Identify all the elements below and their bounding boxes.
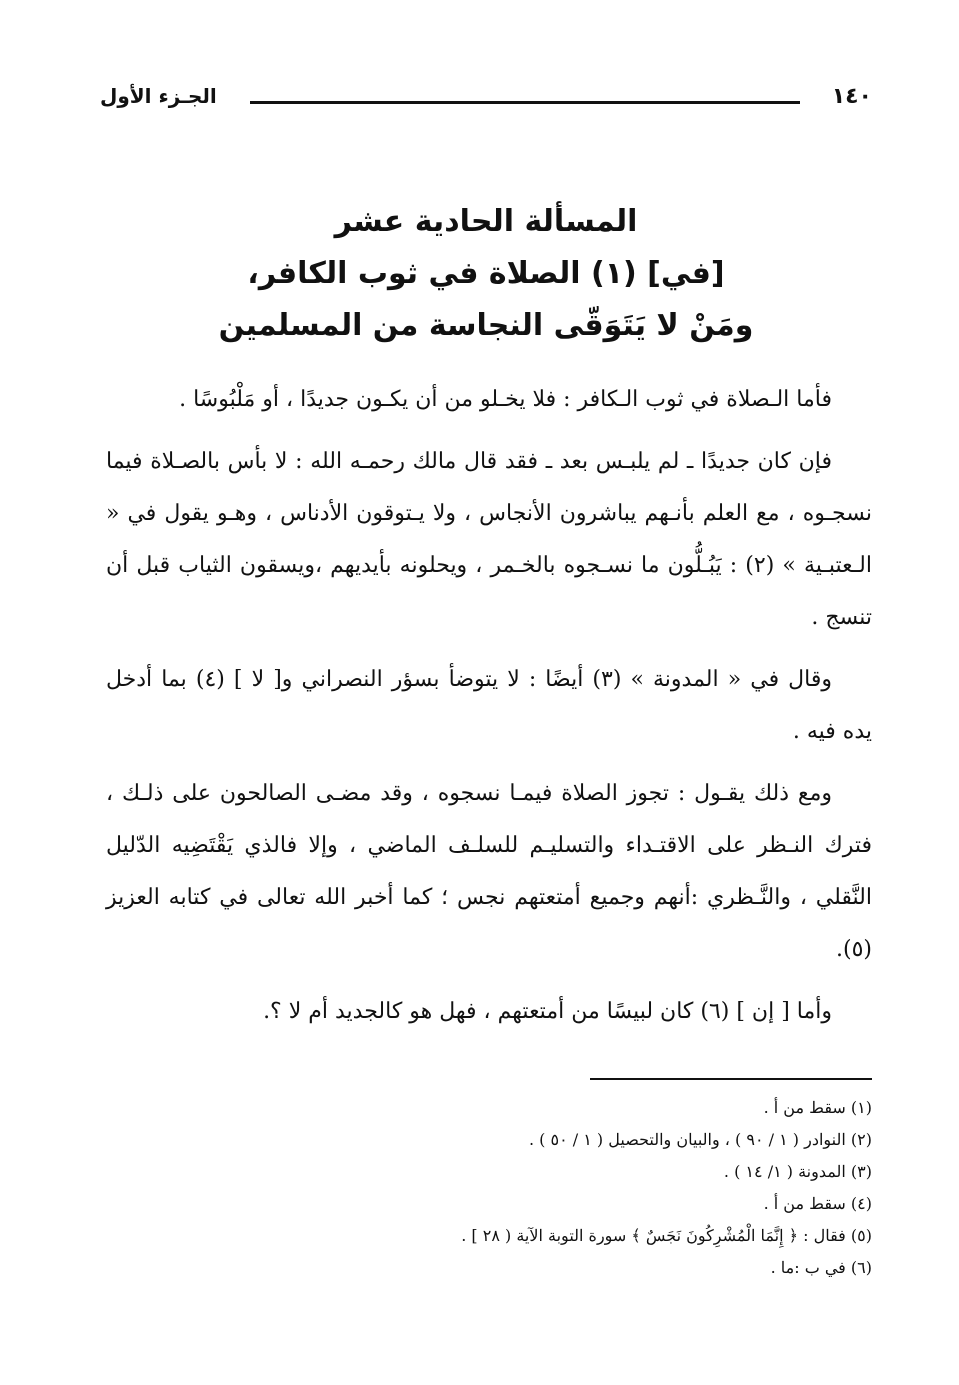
page-header [100, 84, 872, 120]
paragraph-3: وقال في « المدونة » (٣) أيضًا : لا يتوضأ بسؤر النصراني و[ لا ] (٤) بما أدخل يده فيه . [106, 667, 872, 744]
paragraph-2: فإن كان جديدًا ـ لم يلبـس بعد ـ فقد قال مالك رحمـه الله : لا بأس بالصـلاة فيما نسجـوه ، مع العلم بأنـهم يباشرون الأنجاس ، ولا يـتوقون الأدناس ، وهـو يقول في « الـعتبـية » (٢) : يَبُـلُّون ما نسـجوه بالخـمر ، ويحلونه بأيديهم ،ويسقون الثياب قبل أن تنسج . [106, 449, 872, 630]
footnote-4: (٤) سقط من أ . [763, 1194, 872, 1213]
body-text [106, 374, 872, 1048]
chapter-title [100, 196, 872, 352]
paragraph-4: ومع ذلك يقـول : تجوز الصلاة فيمـا نسجوه ، وقد مضـى الصالحون على ذلـك ، فترك النـظر على الاقتـداء والتسليـم للسلـف الماضي ، وإلا فالذي يَقْتَضِيه الدّليل النَّقلي ، والنَّـظري :أنهم وجميع أمتعتهم نجس ؛ كما أخبر الله تعالى في كتابه العزيز (٥). [106, 781, 872, 962]
footnote-separator [590, 1078, 872, 1080]
volume-label: الجـزء الأول [100, 84, 217, 108]
footnote-1: (١) سقط من أ . [763, 1098, 872, 1117]
footnotes [272, 1092, 872, 1284]
footnote-5: (٥) فقال : ﴿ إِنَّمَا الْمُشْرِكُونَ نَجَسٌ ﴾ سورة التوبة الآية ( ٢٨ ] . [461, 1226, 872, 1245]
header-rule [250, 101, 800, 104]
paragraph-1: فأما الـصلاة في ثوب الـكافر : فلا يخـلو من أن يكـون جديدًا ، أو مَلْبُوسًا . [179, 387, 832, 412]
title-line-3: ومَنْ لا يَتَوَقّى النجاسة من المسلمين [218, 308, 754, 343]
page-number: ١٤٠ [831, 84, 872, 109]
title-line-1: المسألة الحادية عشر [334, 204, 638, 239]
footnote-3: (٣) المدونة ( ١/ ١٤ ) . [723, 1162, 872, 1181]
footnote-2: (٢) النوادر ( ١ / ٩٠ ) ، والبيان والتحصيل ( ١ / ٥٠ ) . [529, 1130, 872, 1149]
paragraph-5: وأما [ إن ] (٦) كان لبيسًا من أمتعتهم ، فهل هو كالجديد أم لا ؟. [263, 999, 832, 1024]
title-line-2: [في] (١) الصلاة في ثوب الكافر، [247, 256, 725, 291]
footnote-6: (٦) في ب :ما . [770, 1258, 872, 1277]
